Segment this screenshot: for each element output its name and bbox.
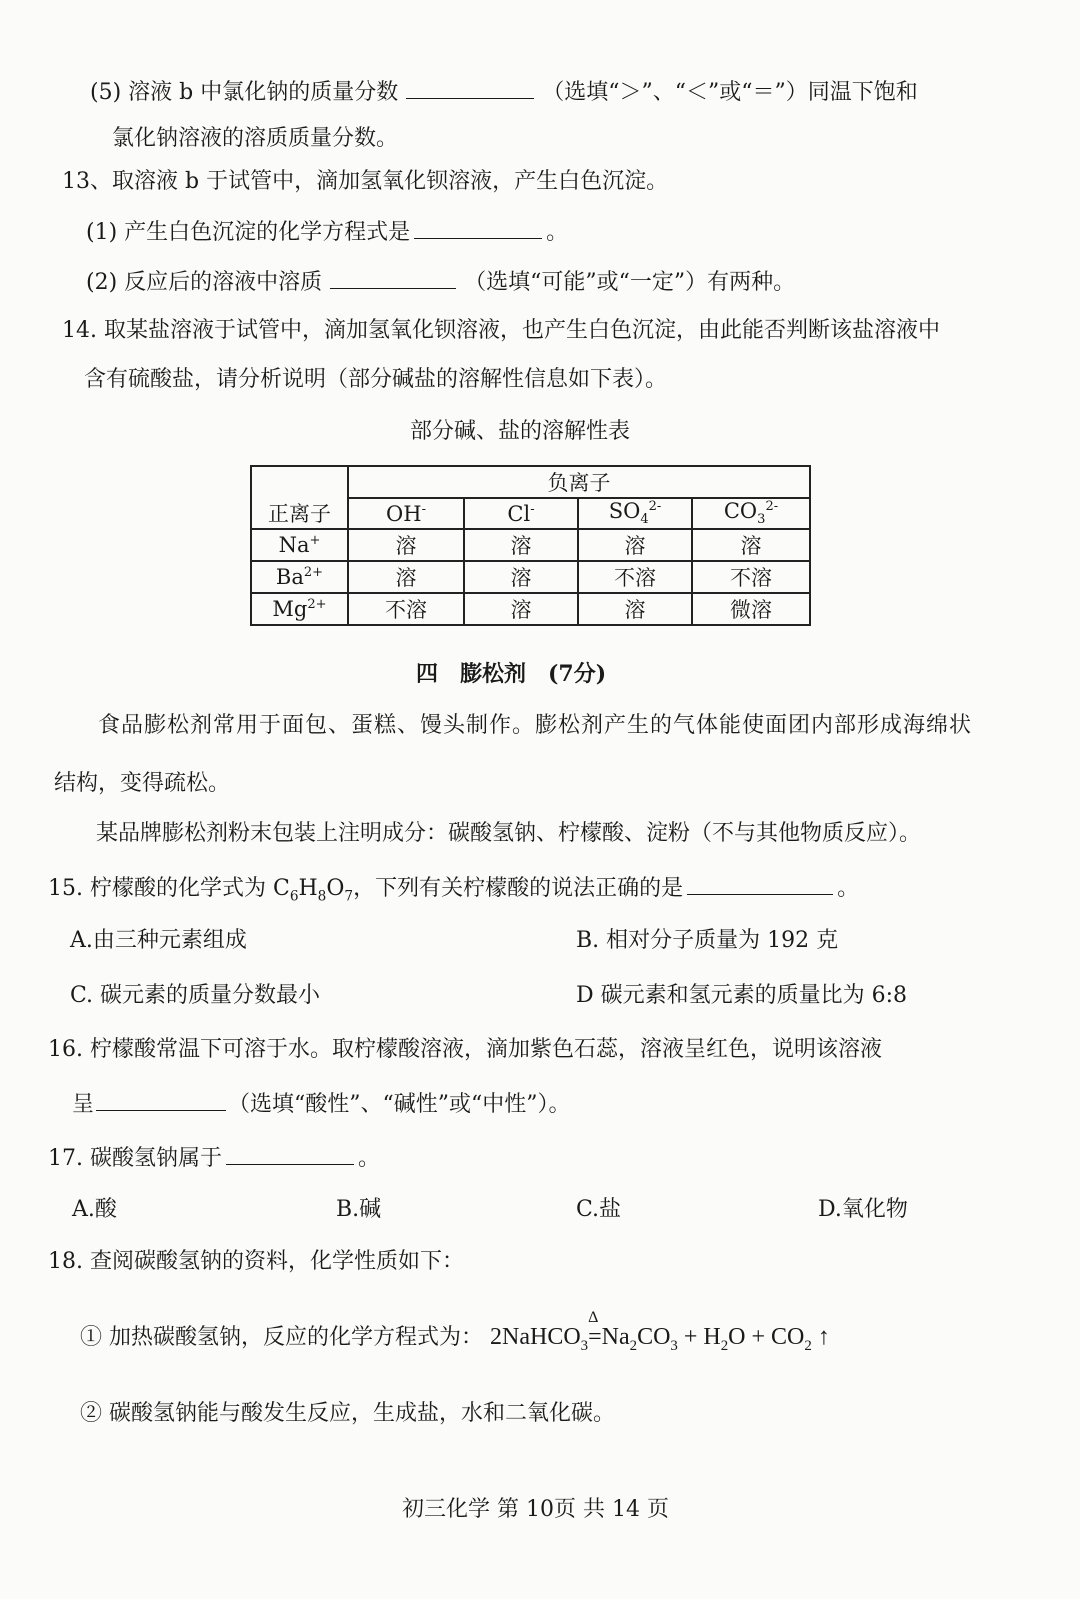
answer-blank-q12-5[interactable] — [406, 76, 534, 99]
answer-blank-q16[interactable] — [96, 1088, 226, 1111]
q13-sub2-suffix: （选填“可能”或“一定”）有两种。 — [464, 270, 796, 295]
table-cell: 溶 — [464, 561, 578, 593]
anion-header: 负离子 — [348, 466, 810, 498]
q16-line2: 呈 （选填“酸性”、“碱性”或“中性”）。 — [72, 1088, 571, 1120]
table-cell: 溶 — [578, 593, 692, 625]
answer-blank-q15[interactable] — [687, 872, 833, 895]
solubility-table — [250, 465, 811, 626]
page-footer: 初三化学 第 10页 共 14 页 — [402, 1497, 669, 1522]
section-para1-line1: 食品膨松剂常用于面包、蛋糕、馒头制作。膨松剂产生的气体能使面团内部形成海绵状 — [98, 713, 973, 738]
q14-line2: 含有硫酸盐，请分析说明（部分碱盐的溶解性信息如下表）。 — [84, 367, 668, 392]
q12-5-prefix: (5) 溶液 b 中氯化钠的质量分数 — [90, 80, 399, 105]
q13-sub2 — [86, 266, 795, 298]
table-cell: 溶 — [578, 529, 692, 561]
table-cell: 溶 — [348, 529, 464, 561]
cation-mg: $Mg^{2+}$ — [251, 593, 348, 625]
section-title: 四 膨松剂 (7分) — [416, 661, 607, 687]
anion-co3: $CO_3^{2-}$ — [692, 498, 810, 529]
q18-stem: 18. 查阅碳酸氢钠的资料，化学性质如下： — [48, 1249, 464, 1274]
cation-ba: $Ba^{2+}$ — [251, 561, 348, 593]
table-cell: 不溶 — [348, 593, 464, 625]
q16-line1: 16. 柠檬酸常温下可溶于水。取柠檬酸溶液，滴加紫色石蕊，溶液呈红色，说明该溶液 — [48, 1037, 882, 1062]
section-para1-line2: 结构，变得疏松。 — [54, 771, 231, 796]
q12-5-line1 — [90, 76, 918, 108]
table-row-ba — [251, 561, 810, 593]
q18-item2: ② 碳酸氢钠能与酸发生反应，生成盐，水和二氧化碳。 — [80, 1401, 615, 1426]
table-cell: 溶 — [464, 529, 578, 561]
table-row-na — [251, 529, 810, 561]
anion-oh: OH- — [348, 498, 464, 529]
q17-option-c: C.盐 — [576, 1197, 622, 1222]
q12-5-line2: 氯化钠溶液的溶质质量分数。 — [112, 126, 399, 151]
q18-item1: ① 加热碳酸氢钠，反应的化学方程式为： 2NaHCO$_3$ Δ $=Na_2CO_3 + H_2O + CO_2$ ↑ — [80, 1309, 830, 1354]
answer-blank-q13-1[interactable] — [414, 216, 542, 239]
heat-delta-icon: Δ = — [588, 1309, 602, 1350]
section-para2: 某品牌膨松剂粉末包装上注明成分：碳酸氢钠、柠檬酸、淀粉（不与其他物质反应）。 — [96, 821, 922, 846]
q17-option-d: D.氧化物 — [818, 1197, 908, 1222]
anion-so4: $SO_4^{2-}$ — [578, 498, 692, 529]
q17-option-a: A.酸 — [72, 1197, 117, 1222]
table-row-mg — [251, 593, 810, 625]
q12-5-suffix: （选填“＞”、“＜”或“＝”）同温下饱和 — [542, 80, 918, 105]
q13-sub1-prefix: (1) 产生白色沉淀的化学方程式是 — [86, 220, 411, 245]
q13-sub1 — [86, 216, 568, 248]
q13-sub2-prefix: (2) 反应后的溶液中溶质 — [86, 270, 323, 295]
table-caption: 部分碱、盐的溶解性表 — [410, 419, 631, 444]
q17-stem: 17. 碳酸氢钠属于 。 — [48, 1142, 380, 1174]
answer-blank-q17[interactable] — [226, 1142, 354, 1165]
anion-cl: Cl- — [464, 498, 578, 529]
q13-stem: 13、取溶液 b 于试管中，滴加氢氧化钡溶液，产生白色沉淀。 — [62, 169, 669, 194]
table-cell: 溶 — [692, 529, 810, 561]
q15-option-b: B. 相对分子质量为 192 克 — [576, 928, 839, 953]
q17-option-b: B.碱 — [336, 1197, 382, 1222]
cation-na: Na+ — [251, 529, 348, 561]
q15-stem: 15. 柠檬酸的化学式为 $C_6H_8O_7$，下列有关柠檬酸的说法正确的是 。 — [48, 872, 859, 906]
table-cell: 溶 — [348, 561, 464, 593]
decomposition-equation: 2NaHCO$_3$ Δ $=Na_2CO_3 + H_2O + CO_2$ ↑ — [490, 1309, 830, 1354]
gas-arrow-icon: ↑ — [811, 1324, 830, 1350]
table-cell: 不溶 — [578, 561, 692, 593]
table-cell: 微溶 — [692, 593, 810, 625]
table-cell: 不溶 — [692, 561, 810, 593]
q14-line1: 14. 取某盐溶液于试管中，滴加氢氧化钡溶液，也产生白色沉淀，由此能否判断该盐溶液中 — [62, 318, 940, 343]
q15-option-d: D 碳元素和氢元素的质量比为 6:8 — [576, 983, 908, 1008]
q15-option-c: C. 碳元素的质量分数最小 — [70, 983, 321, 1008]
answer-blank-q13-2[interactable] — [330, 266, 456, 289]
table-cell: 溶 — [464, 593, 578, 625]
q13-sub1-suffix: 。 — [546, 220, 569, 245]
q15-option-a: A.由三种元素组成 — [70, 928, 247, 953]
cation-header: 正离子 — [251, 498, 348, 529]
